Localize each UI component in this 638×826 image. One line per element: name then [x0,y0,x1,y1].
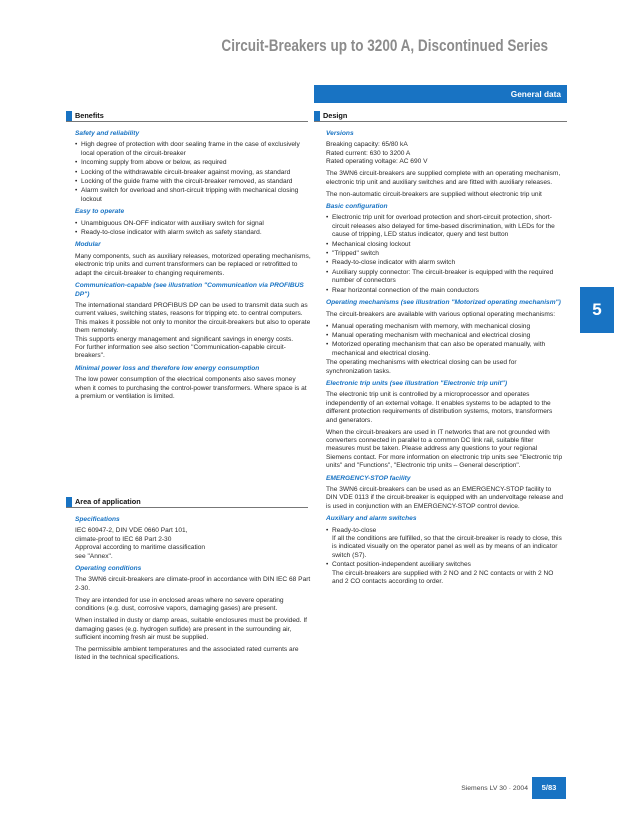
trip-title: Electronic trip units (see illustration "Electronic trip unit") [326,379,508,387]
power-title: Minimal power loss and therefore low energy consumption [75,364,260,372]
op-text-4: The permissible ambient temperatures and the associated rated currents are listed in the technical specifications. [75,646,299,662]
page-number: 5/83 [532,777,566,799]
spec-line: IEC 60947-2, DIN VDE 0660 Part 101, [75,527,188,535]
application-heading: Area of application [75,497,141,506]
easy-title: Easy to operate [75,208,125,216]
safety-title: Safety and reliability [75,130,140,137]
versions-title: Versions [326,130,354,137]
versions-text-1: The 3WN6 circuit-breakers are supplied complete with an operating mechanism, electronic trip unit and auxiliary switches and are fitted with auxiliary releases. [326,170,561,186]
op-text-1: The 3WN6 circuit-breakers are climate-proof in accordance with DIN IEC 68 Part 2-30. [75,576,311,592]
list-item: • Manual operating mechanism with mechanical and electrical closing [326,332,564,340]
design-heading: Design [323,111,348,120]
opmech-title: Operating mechanisms (see illustration "Motorized operating mechanism") [326,299,561,307]
section-marker-icon [66,111,72,121]
benefits-header [66,110,308,122]
estop-text: The 3WN6 circuit-breakers can be used as an EMERGENCY-STOP facility to DIN VDE 0113 if the circuit-breaker is equipped with an undervoltage release and is used in conjunction with an EMERGENCY-STOP control device. [326,486,564,510]
trip-text-1: The electronic trip unit is controlled by a microprocessor and operates independently of an external voltage. It enables systems to be adapted to the different protection requirements of distribution systems, motors, transformers and generators. [326,391,553,424]
general-data-bar: General data [314,85,567,103]
section-tab[interactable]: 5 [580,287,614,333]
list-item: • "Tripped" switch [326,250,564,258]
op-text-3: When installed in dusty or damp areas, suitable enclosures must be provided. If damaging gases (e.g. hydrogen sulfide) are present in the surrounding air, sufficient incoming fresh air must be supplied. [75,617,308,642]
basic-title: Basic configuration [326,203,388,211]
aux-item-head: • Ready-to-close [332,526,377,534]
list-item: • High degree of protection with door sealing frame in the case of exclusively local operation of the circuit-breaker [75,141,312,158]
application-header [66,496,308,508]
modular-title: Modular [75,241,101,249]
aux-title: Auxiliary and alarm switches [326,515,417,523]
list-item: • Auxiliary supply connector: The circuit-breaker is equipped with the required number of connectors [326,269,564,286]
design-column [326,126,564,587]
versions-text-2: The non-automatic circuit-breakers are supplied without electronic trip unit [326,190,542,198]
benefits-heading: Benefits [75,111,104,120]
modular-text: Many components, such as auxiliary releases, motorized operating mechanisms, electronic trip units and current transformers can be replaced or retrofitted to adapt the circuit-breaker to changing requirements. [75,252,311,277]
list-item: • Incoming supply from above or below, as required [75,159,312,167]
op-title: Operating conditions [75,565,142,573]
spec-line: Approval according to maritime classification [75,544,206,552]
versions-line: Rated operating voltage: AC 690 V [326,158,428,166]
list-item: • Unambiguous ON-OFF indicator with auxiliary switch for signal [75,220,312,228]
list-item [326,561,564,586]
list-item: • Motorized operating mechanism that can also be operated manually, with mechanical and electrical closing. [326,341,564,358]
comm-title: Communication-capable (see illustration "Communication via PROFIBUS DP") [75,282,304,298]
list-item: • Electronic trip unit for overload protection and short-circuit protection, short-circuit releases also delayed for time-based discrimination, with LEDs for the cause of tripping, LED status indicator, query and test button [326,214,564,239]
versions-line: Rated current: 630 to 3200 A [326,149,411,157]
spec-line: see "Annex". [75,552,113,560]
spec-title: Specifications [75,516,120,523]
section-marker-icon [314,111,320,121]
power-text: The low power consumption of the electrical components also saves money when it comes to purchasing the control-power transformers. Where space is at a premium or ventilation is limited. [75,376,307,400]
footer-source: Siemens LV 30 · 2004 [461,785,528,792]
list-item: • Locking of the withdrawable circuit-breaker against moving, as standard [75,169,312,177]
list-item: • Locking of the guide frame with the circuit-breaker removed, as standard [75,178,312,186]
comm-text-2: This supports energy management and significant savings in energy costs. [75,335,294,343]
aux-item-text: If all the conditions are fulfilled, so that the circuit-breaker is ready to close, this is indicated visually on the operator panel as well as by means of an indicator switch (S7). [332,535,562,559]
list-item [326,527,564,561]
application-column [75,512,312,666]
list-item: • Rear horizontal connection of the main conductors [326,287,564,295]
comm-text-1: The international standard PROFIBUS DP can be used to transmit data such as current values, switching states, reasons for tripping etc. to central computers. This makes it possible not only to monitor the circuit-breakers but also to operate them remotely. [75,301,311,335]
trip-text-2: When the circuit-breakers are used in IT networks that are not grounded with converters connected in parallel to a common DC link rail, suitable filter measures must be taken. Please address any questions to your regional Siemens contact. For more information on electronic trip units see "Electronic trip units" and "Functions", "Electronic trip units – General description". [326,428,563,470]
aux-item-head: • Contact position-independent auxiliary switches [332,561,471,569]
list-item: • Mechanical closing lockout [326,241,564,249]
list-item: • Ready-to-close indicator with alarm switch [326,259,564,267]
opmech-text: The circuit-breakers are available with various optional operating mechanisms: [326,310,556,318]
comm-text-3: For further information see also section "Communication-capable circuit-breakers". [75,343,286,360]
section-marker-icon [66,497,72,507]
benefits-column [75,126,312,405]
estop-title: EMERGENCY-STOP facility [326,474,411,482]
aux-item-text: The circuit-breakers are supplied with 2 NO and 2 NC contacts or with 2 NO and 2 CO contacts according to order. [332,569,554,586]
versions-line: Breaking capacity: 65/80 kA [326,141,408,149]
op-text-2: They are intended for use in enclosed areas where no severe operating conditions (e.g. dust, corrosive vapors, damaging gases) are present. [75,596,284,613]
list-item: • Ready-to-close indicator with alarm switch as safety standard. [75,229,312,237]
design-header [314,110,567,122]
list-item: • Manual operating mechanism with memory, with mechanical closing [326,323,564,331]
page-title: Circuit-Breakers up to 3200 A, Discontinued Series [221,37,548,55]
spec-line: climate-proof to IEC 68 Part 2-30 [75,535,172,543]
list-item: • Alarm switch for overload and short-circuit tripping with mechanical closing lockout [75,187,312,204]
opmech-text-2: The operating mechanisms with electrical closing can be used for synchronization tasks. [326,359,517,375]
